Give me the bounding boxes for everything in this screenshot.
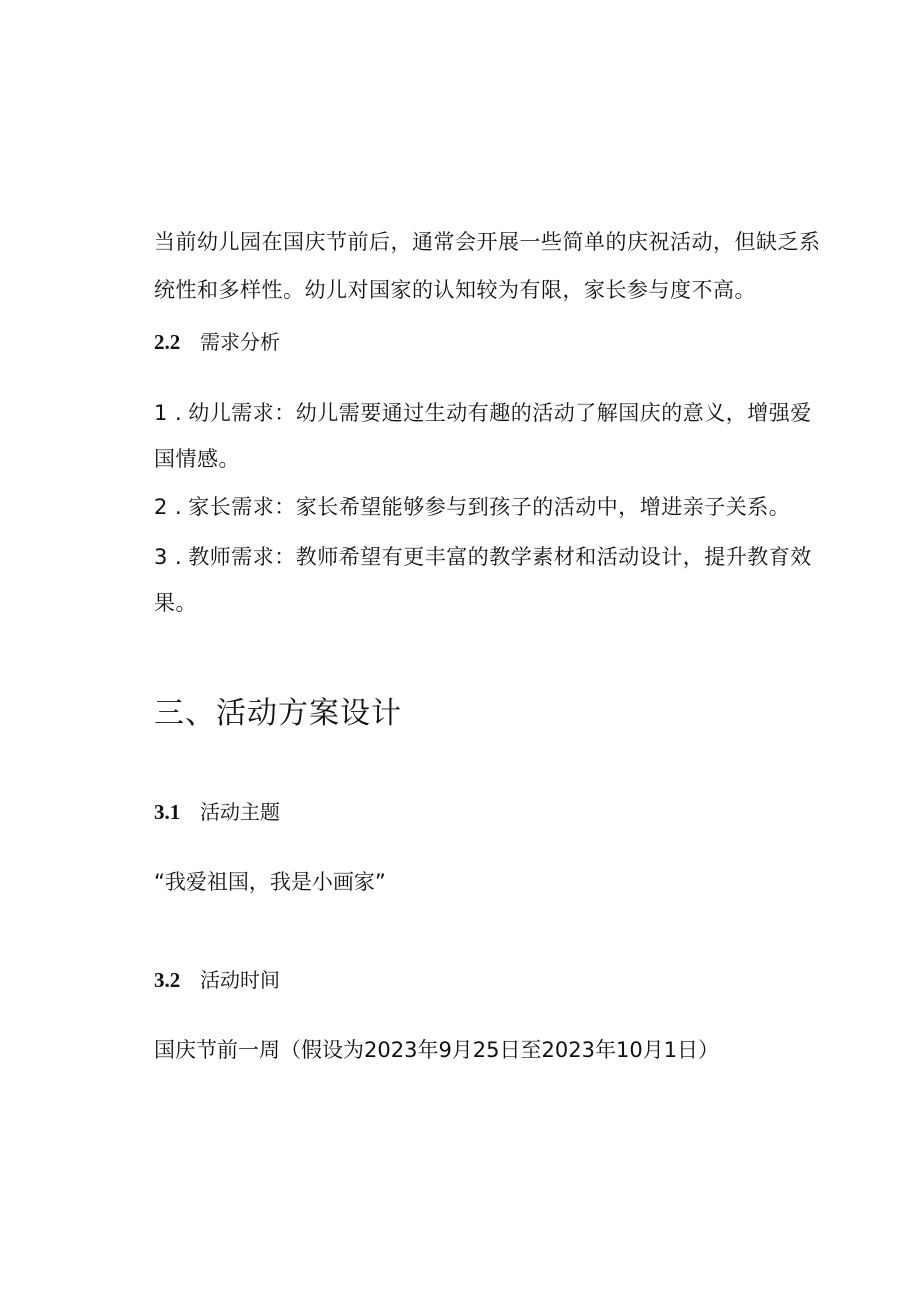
section-3-heading: 三、活动方案设计: [154, 696, 402, 731]
section-2-2-heading: [154, 327, 822, 357]
needs-list-item-2-number: 2 .: [154, 495, 183, 519]
needs-list-item-3: [154, 534, 822, 626]
section-3-2-heading: [154, 965, 822, 995]
activity-time-text: 国庆节前一周（假设为2023年9月25日至2023年10月1日）: [154, 1038, 720, 1062]
section-2-2-title: 需求分析: [200, 330, 280, 354]
needs-list-item-1: [154, 390, 822, 482]
needs-list-item-2-text: 家长需求：家长希望能够参与到孩子的活动中，增进亲子关系。: [188, 495, 791, 519]
needs-list-item-3-text: 教师需求：教师希望有更丰富的教学素材和活动设计，提升教育效果。: [154, 545, 812, 615]
section-3-1-number: 3.1: [154, 800, 181, 824]
section-3-1-title: 活动主题: [200, 800, 280, 824]
section-3-2-number: 3.2: [154, 968, 181, 992]
needs-list-item-3-number: 3 .: [154, 545, 183, 569]
needs-list-item-1-number: 1 .: [154, 401, 183, 425]
needs-list-item-2: [154, 484, 822, 530]
activity-theme-text: “我爱祖国，我是小画家”: [154, 870, 386, 894]
section-3-2-title: 活动时间: [200, 968, 280, 992]
intro-paragraph: [154, 170, 822, 314]
needs-list-item-1-text: 幼儿需求：幼儿需要通过生动有趣的活动了解国庆的意义，增强爱国情感。: [154, 401, 812, 471]
section-3-1-heading: [154, 797, 822, 827]
intro-paragraph-text: 当前幼儿园在国庆节前后，通常会开展一些简单的庆祝活动，但缺乏系统性和多样性。幼儿对国家的认知较为有限，家长参与度不高。: [154, 230, 821, 302]
section-2-2-number: 2.2: [154, 330, 181, 354]
